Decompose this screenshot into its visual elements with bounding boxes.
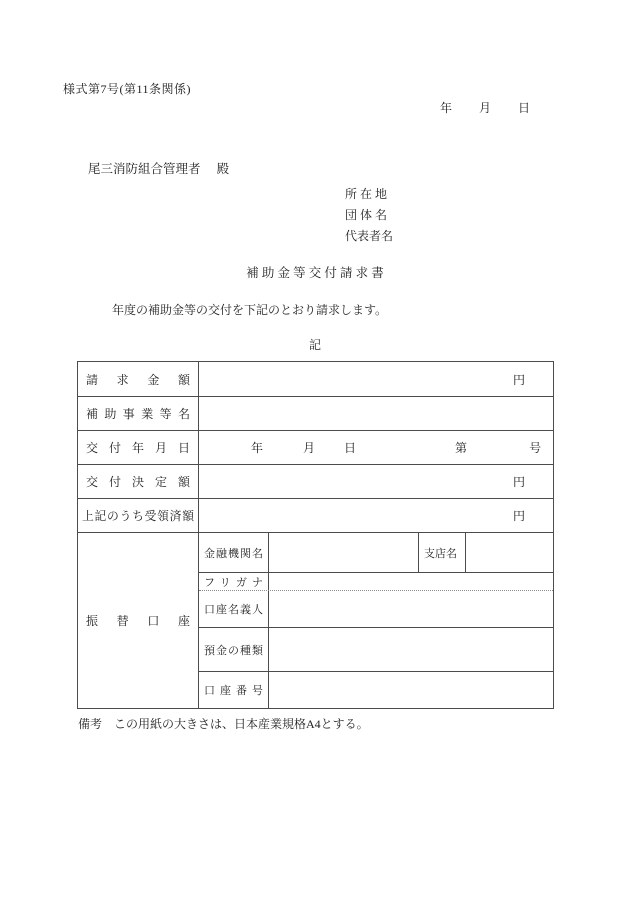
date-line xyxy=(440,99,530,116)
branch-label: 支店名 xyxy=(424,547,457,560)
row-deposit-type xyxy=(199,628,553,672)
row-received-amount xyxy=(78,499,553,533)
claim-form-table xyxy=(77,361,554,709)
account-holder-label-cell xyxy=(199,591,269,627)
financial-institution-label: 金融機関名 xyxy=(204,547,263,560)
account-number-label: 口座番号 xyxy=(204,685,263,697)
row-project-name xyxy=(78,397,553,431)
grant-date-label-cell xyxy=(78,431,199,464)
grant-date-field xyxy=(199,431,553,464)
row-grant-date xyxy=(78,431,553,465)
grant-date-month-label: 月 xyxy=(303,441,316,455)
account-number-field xyxy=(269,672,553,708)
claim-amount-yen-unit: 円 xyxy=(512,372,525,387)
remarks-line xyxy=(78,715,369,732)
date-day-label: 日 xyxy=(518,101,531,115)
decision-amount-label: 交付決定額 xyxy=(86,475,190,489)
row-financial-institution xyxy=(199,533,553,573)
transfer-account-label: 振替口座 xyxy=(86,614,190,628)
row-account-number xyxy=(199,672,553,708)
grant-date-year-label: 年 xyxy=(251,441,264,455)
addressee-line xyxy=(88,159,229,177)
branch-label-cell xyxy=(419,533,466,572)
received-amount-label: 上記のうち受領済額 xyxy=(82,509,194,523)
row-decision-amount xyxy=(78,465,553,499)
representative-label: 代表者名 xyxy=(345,229,394,243)
branch-field xyxy=(466,533,553,572)
claim-amount-field xyxy=(199,362,553,396)
account-holder-field xyxy=(269,591,553,627)
decision-amount-yen-unit: 円 xyxy=(512,475,525,489)
transfer-account-detail-grid xyxy=(199,533,553,708)
transfer-account-label-cell xyxy=(78,533,199,708)
project-name-label-cell xyxy=(78,397,199,430)
grant-number-suffix: 号 xyxy=(529,441,542,455)
financial-institution-label-cell xyxy=(199,533,269,572)
row-transfer-account xyxy=(78,533,553,708)
row-furigana xyxy=(199,573,553,591)
received-amount-label-cell xyxy=(78,499,199,532)
date-year-label: 年 xyxy=(440,101,453,115)
applicant-info-block xyxy=(345,184,393,247)
row-claim-amount xyxy=(78,362,553,397)
deposit-type-label-cell xyxy=(199,628,269,671)
section-marker-ki: 記 xyxy=(308,338,321,352)
account-holder-label: 口座名義人 xyxy=(204,604,263,616)
decision-amount-label-cell xyxy=(78,465,199,498)
claim-amount-label: 請求金額 xyxy=(86,372,190,387)
row-account-holder xyxy=(199,591,553,628)
form-number: 様式第7号(第11条関係) xyxy=(63,82,192,96)
grant-date-day-label: 日 xyxy=(344,441,357,455)
organization-label: 団 体 名 xyxy=(345,208,388,222)
remarks-label: 備考 xyxy=(78,717,103,731)
account-number-label-cell xyxy=(199,672,269,708)
deposit-type-field xyxy=(269,628,553,671)
financial-institution-field xyxy=(269,533,419,572)
addressee-name: 尾三消防組合管理者 xyxy=(88,162,201,176)
project-name-label: 補助事業等名 xyxy=(86,407,190,421)
furigana-label-cell xyxy=(199,573,269,590)
received-amount-field xyxy=(199,499,553,532)
claim-amount-label-cell xyxy=(78,362,199,396)
deposit-type-label: 預金の種類 xyxy=(204,644,263,657)
decision-amount-field xyxy=(199,465,553,498)
document-title: 補 助 金 等 交 付 請 求 書 xyxy=(246,266,384,280)
furigana-field xyxy=(269,573,553,590)
address-label: 所 在 地 xyxy=(345,187,388,201)
date-month-label: 月 xyxy=(479,101,492,115)
remarks-text: この用紙の大きさは、日本産業規格A4とする。 xyxy=(114,717,369,731)
furigana-label: フリガナ xyxy=(204,576,263,589)
request-sentence: 年度の補助金等の交付を下記のとおり請求します。 xyxy=(112,303,388,317)
project-name-field xyxy=(199,397,553,430)
grant-date-label: 交付年月日 xyxy=(86,441,190,455)
received-amount-yen-unit: 円 xyxy=(512,509,525,523)
addressee-honorific: 殿 xyxy=(216,162,230,176)
grant-number-prefix: 第 xyxy=(455,441,468,455)
